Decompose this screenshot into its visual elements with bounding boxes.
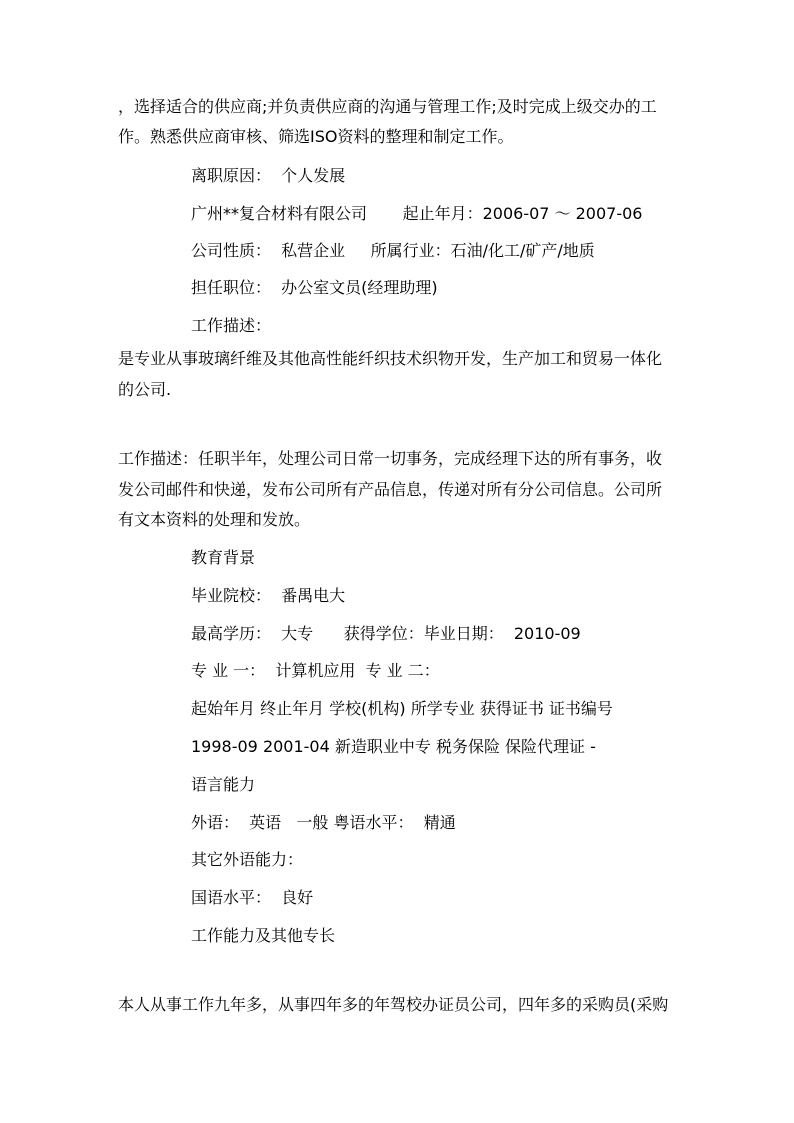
- education-heading: 教育背景: [191, 548, 256, 567]
- resignation-reason: 离职原因： 个人发展: [191, 166, 346, 185]
- job-description-heading: 工作描述：: [191, 316, 272, 335]
- company-type: 公司性质： 私营企业 所属行业：石油/化工/矿产/地质: [191, 241, 595, 260]
- skills-heading: 工作能力及其他专长: [191, 926, 336, 945]
- position-held: 担任职位： 办公室文员(经理助理): [191, 278, 438, 297]
- paragraph-line: 作。熟悉供应商审核、筛选ISO资料的整理和制定工作。: [118, 127, 514, 146]
- paragraph-line: 工作描述：任职半年，处理公司日常一切事务，完成经理下达的所有事务，收: [118, 449, 663, 468]
- company-period: 广州**复合材料有限公司 起止年月：2006-07 ～ 2007-06: [191, 204, 643, 223]
- other-languages: 其它外语能力：: [191, 850, 304, 869]
- education-table-header: 起始年月 终止年月 学校(机构) 所学专业 获得证书 证书编号: [191, 699, 613, 718]
- language-heading: 语言能力: [191, 775, 256, 794]
- highest-education: 最高学历： 大专 获得学位：毕业日期： 2010-09: [191, 624, 581, 643]
- paragraph-line: 的公司.: [118, 380, 172, 399]
- mandarin-level: 国语水平： 良好: [191, 888, 314, 907]
- education-table-row: 1998-09 2001-04 新造职业中专 税务保险 保险代理证 -: [191, 737, 596, 756]
- foreign-language: 外语： 英语 一般 粤语水平： 精通: [191, 813, 456, 832]
- paragraph-line: ，选择适合的供应商;并负责供应商的沟通与管理工作;及时完成上级交办的工: [118, 97, 657, 116]
- major-line: 专 业 一： 计算机应用 专 业 二：: [191, 661, 440, 680]
- paragraph-line: 是专业从事玻璃纤维及其他高性能纤织技术织物开发，生产加工和贸易一体化: [118, 349, 663, 368]
- paragraph-line: 有文本资料的处理和发放。: [118, 510, 311, 529]
- paragraph-line: 本人从事工作九年多，从事四年多的年驾校办证员公司，四年多的采购员(采购: [118, 995, 669, 1014]
- paragraph-line: 发公司邮件和快递，发布公司所有产品信息，传递对所有分公司信息。公司所: [118, 480, 663, 499]
- graduated-school: 毕业院校： 番禺电大: [191, 586, 346, 605]
